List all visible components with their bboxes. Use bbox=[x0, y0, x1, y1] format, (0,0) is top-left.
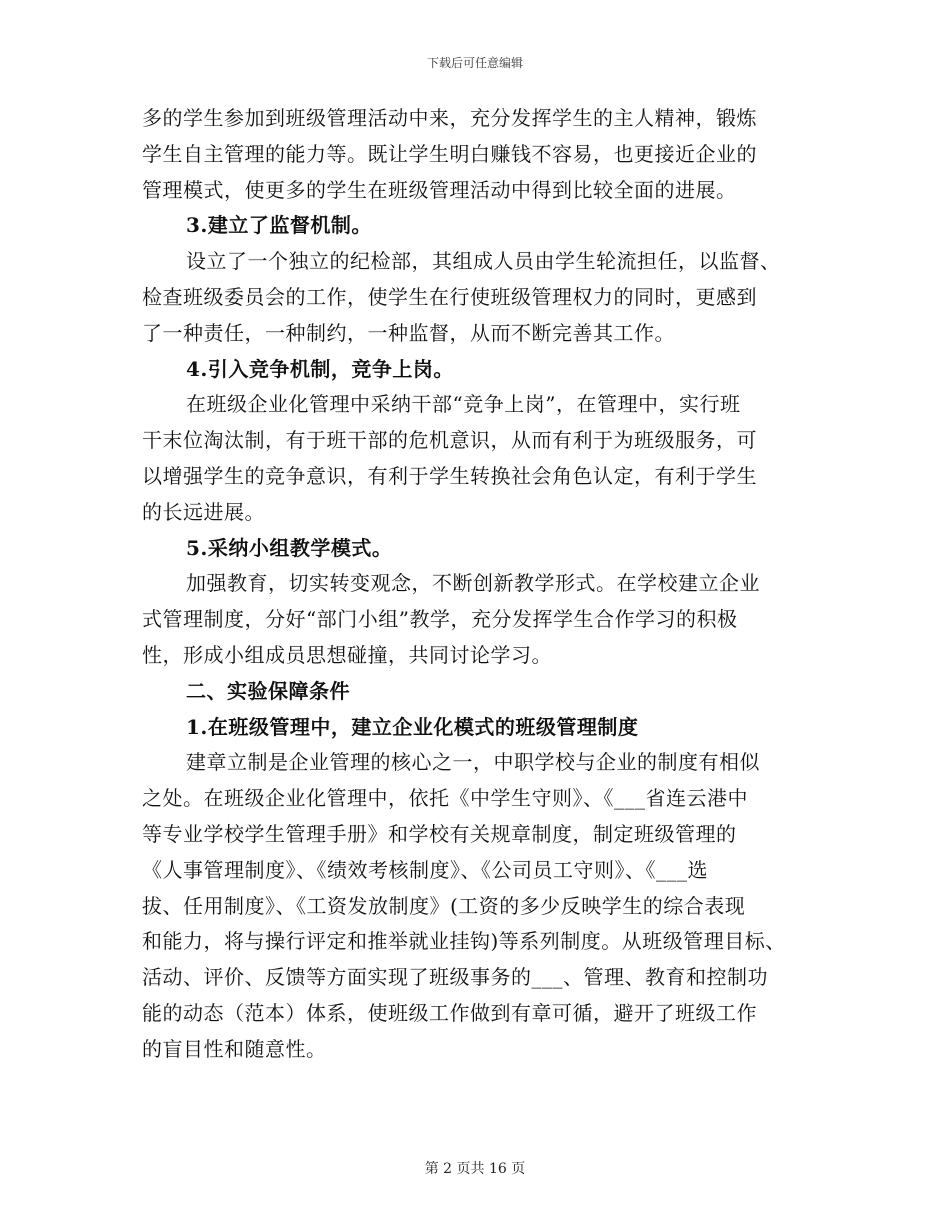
text-line: 设立了一个独立的纪检部，其组成人员由学生轮流担任，以监督、 bbox=[186, 249, 781, 274]
text-line: 拔、任用制度》、《工资发放制度》(工资的多少反映学生的综合表现 bbox=[142, 893, 746, 918]
text-line: 建章立制是企业管理的核心之一，中职学校与企业的制度有相似 bbox=[186, 750, 760, 775]
text-line: 之处。在班级企业化管理中，依托《中学生守则》、《___省连云港中 bbox=[142, 786, 748, 811]
section-heading: 5.采纳小组教学模式。 bbox=[186, 535, 393, 560]
text-line: 性，形成小组成员思想碰撞，共同讨论学习。 bbox=[142, 642, 552, 667]
text-line: 加强教育，切实转变观念，不断创新教学形式。在学校建立企业 bbox=[186, 571, 760, 596]
text-line: 的长远进展。 bbox=[142, 499, 265, 524]
text-line: 管理模式，使更多的学生在班级管理活动中得到比较全面的进展。 bbox=[142, 177, 737, 202]
text-line: 了一种责任，一种制约，一种监督，从而不断完善其工作。 bbox=[142, 320, 675, 345]
text-line: 以增强学生的竞争意识，有利于学生转换社会角色认定，有利于学生 bbox=[142, 463, 757, 488]
chapter-heading: 二、实验保障条件 bbox=[186, 678, 350, 703]
page-footer: 第 2 页共 16 页 bbox=[424, 1161, 526, 1177]
section-heading: 3.建立了监督机制。 bbox=[186, 213, 372, 238]
document-body bbox=[142, 101, 812, 1068]
text-line: 学生自主管理的能力等。既让学生明白赚钱不容易，也更接近企业的 bbox=[142, 141, 757, 166]
page-header: 下载后可任意编辑 bbox=[426, 56, 523, 70]
text-line: 式管理制度，分好“部门小组”教学，充分发挥学生合作学习的积极 bbox=[142, 607, 738, 632]
text-line: 和能力，将与操行评定和推举就业挂钩)等系列制度。从班级管理目标、 bbox=[142, 929, 786, 954]
text-line: 干末位淘汰制，有于班干部的危机意识，从而有利于为班级服务，可 bbox=[142, 428, 757, 453]
section-heading: 1.在班级管理中，建立企业化模式的班级管理制度 bbox=[186, 714, 639, 739]
text-line: 《人事管理制度》、《绩效考核制度》、《公司员工守则》、《___选 bbox=[142, 857, 708, 882]
text-line: 检查班级委员会的工作，使学生在行使班级管理权力的同时，更感到 bbox=[142, 284, 757, 309]
text-line: 能的动态（范本）体系，使班级工作做到有章可循，避开了班级工作 bbox=[142, 1000, 757, 1025]
text-line: 在班级企业化管理中采纳干部“竞争上岗”，在管理中，实行班 bbox=[186, 392, 741, 417]
text-line: 多的学生参加到班级管理活动中来，充分发挥学生的主人精神，锻炼 bbox=[142, 106, 757, 130]
section-heading: 4.引入竞争机制，竞争上岗。 bbox=[186, 356, 454, 381]
text-line: 活动、评价、反馈等方面实现了班级事务的___、管理、教育和控制功 bbox=[142, 965, 768, 990]
text-line: 的盲目性和随意性。 bbox=[142, 1036, 327, 1061]
text-line: 等专业学校学生管理手册》和学校有关规章制度，制定班级管理的 bbox=[142, 821, 737, 846]
